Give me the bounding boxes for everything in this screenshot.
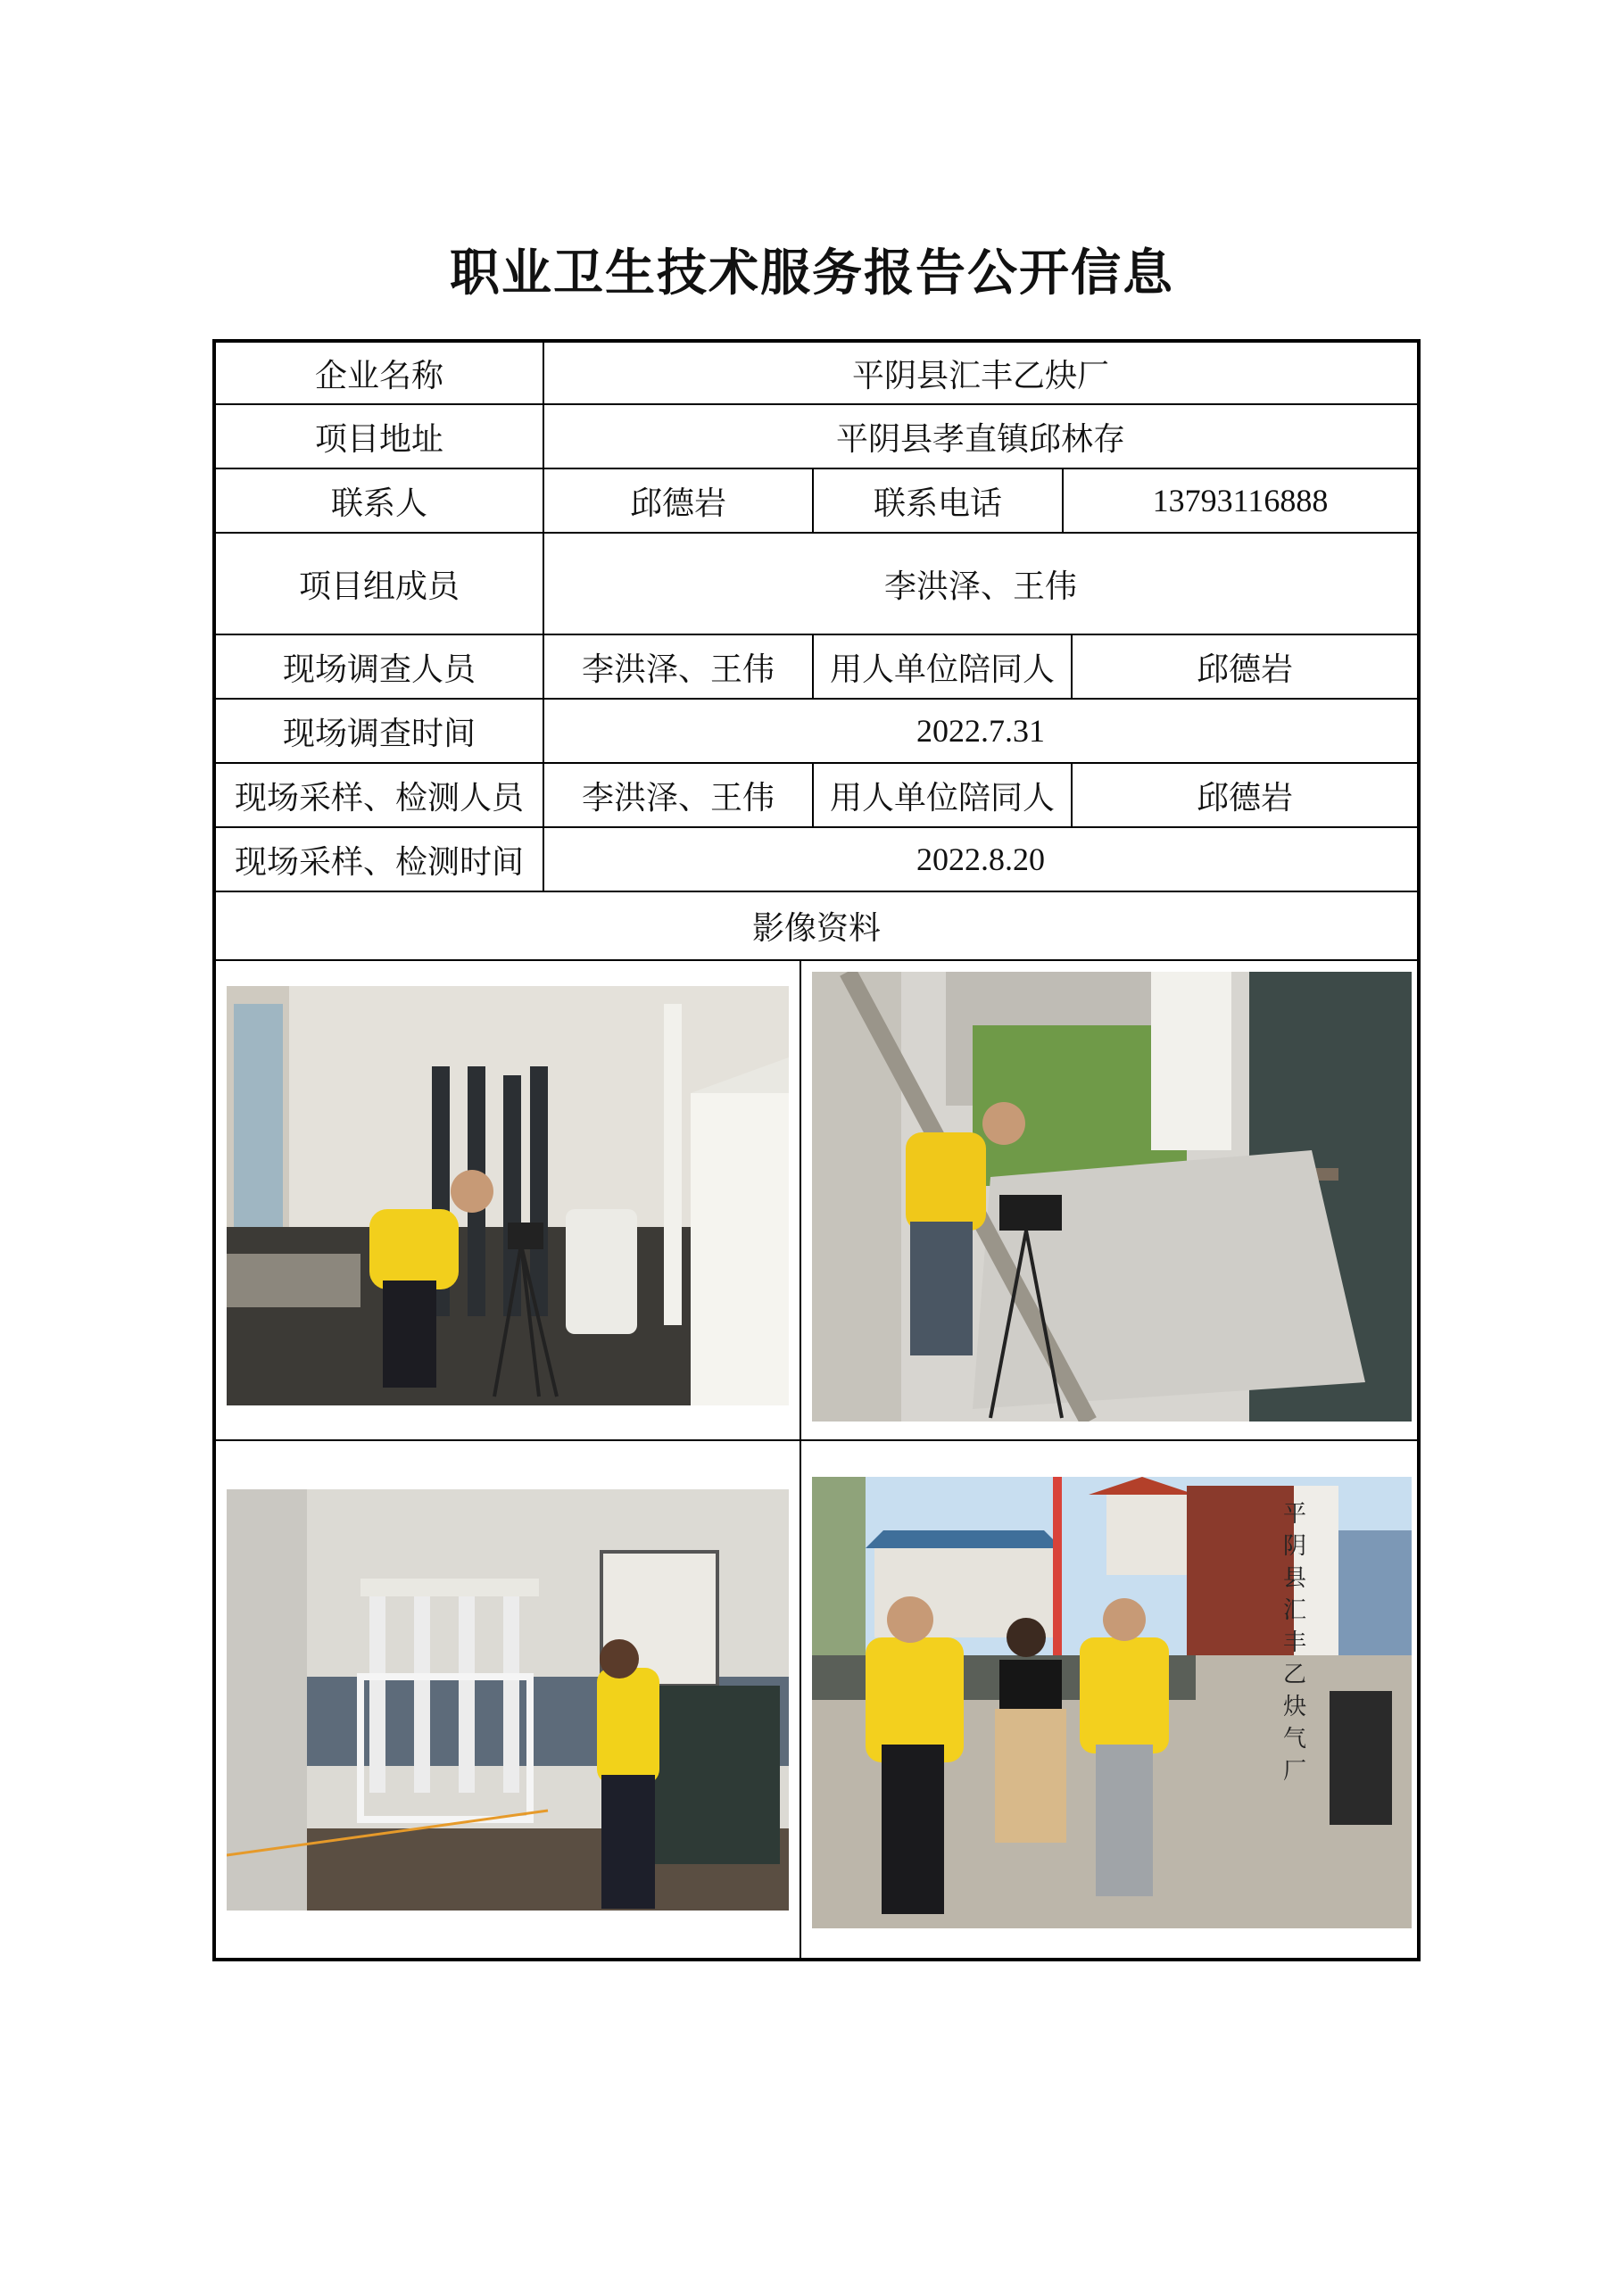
sampling-time-value: 2022.8.20 (916, 841, 1045, 877)
row-members (216, 534, 1417, 635)
phone-value: 13793116888 (1152, 483, 1329, 518)
address-value: 平阴县孝直镇邱林存 (835, 420, 1125, 458)
photo-pipe-room (227, 1489, 789, 1911)
phone-label: 联系电话 (814, 469, 1064, 532)
contact-label: 联系人 (216, 469, 544, 532)
members-label: 项目组成员 (216, 534, 544, 634)
row-contact (216, 469, 1417, 534)
row-survey-staff (216, 635, 1417, 700)
sampling-staff-value: 李洪泽、王伟 (544, 764, 814, 826)
sampling-companion-label: 用人单位陪同人 (814, 764, 1073, 826)
survey-companion-value: 邱德岩 (1196, 651, 1293, 688)
contact-value: 邱德岩 (544, 469, 814, 532)
photo-equipment-outdoor (812, 972, 1412, 1422)
row-images-header (216, 892, 1417, 961)
photo-grid (216, 961, 1417, 1958)
photo-cell-4 (801, 1441, 1417, 1958)
survey-staff-value: 李洪泽、王伟 (544, 635, 814, 698)
row-sampling-time (216, 828, 1417, 892)
survey-companion-label: 用人单位陪同人 (814, 635, 1073, 698)
row-sampling-staff (216, 764, 1417, 828)
photo-cell-3 (216, 1441, 801, 1958)
row-address (216, 405, 1417, 469)
sampling-staff-label: 现场采样、检测人员 (216, 764, 544, 826)
survey-time-value: 2022.7.31 (916, 713, 1045, 749)
photo-cell-1 (216, 961, 801, 1441)
survey-time-label: 现场调查时间 (216, 700, 544, 762)
photo-cell-2 (801, 961, 1417, 1441)
members-value: 李洪泽、王伟 (883, 568, 1077, 605)
page-title: 职业卫生技术服务报告公开信息 (450, 245, 1174, 303)
photo-group-at-gate (812, 1477, 1412, 1928)
images-header: 影像资料 (751, 910, 881, 947)
company-value: 平阴县汇丰乙炔厂 (851, 357, 1109, 394)
photo-gas-cylinder-room (227, 986, 789, 1405)
company-label: 企业名称 (216, 343, 544, 403)
address-label: 项目地址 (216, 405, 544, 468)
survey-staff-label: 现场调查人员 (216, 635, 544, 698)
sampling-time-label: 现场采样、检测时间 (216, 828, 544, 891)
info-table (212, 339, 1421, 1961)
row-survey-time (216, 700, 1417, 764)
gate-sign-text: 平阴县汇丰乙炔气厂 (1282, 1501, 1306, 1785)
sampling-companion-value: 邱德岩 (1196, 779, 1293, 816)
row-company (216, 343, 1417, 405)
